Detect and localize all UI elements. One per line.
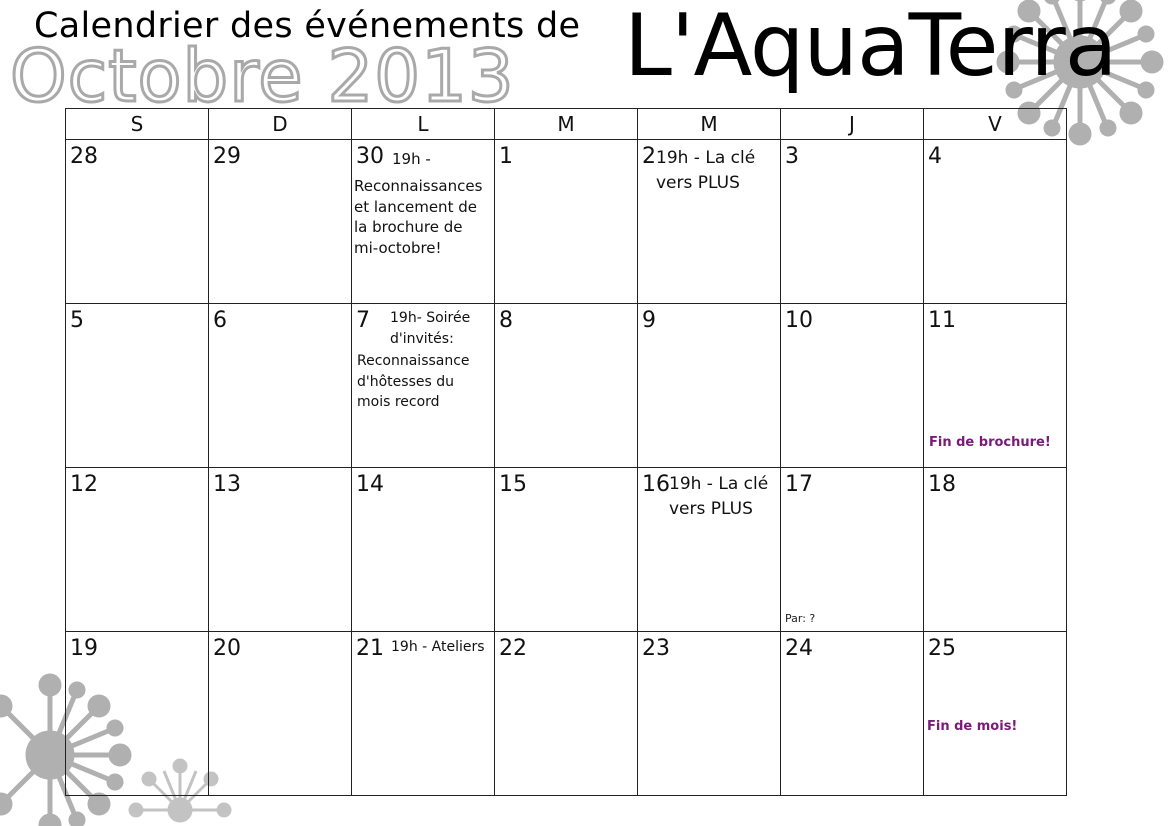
- day-cell: [209, 632, 352, 796]
- event-line: Reconnaissances: [354, 177, 483, 195]
- day-number: 23: [642, 636, 670, 661]
- weekday-label: L: [352, 109, 495, 140]
- event-line: mi-octobre!: [354, 238, 442, 257]
- day-number: 5: [70, 308, 84, 333]
- weekday-header-row: [66, 109, 1067, 140]
- event-description: [669, 472, 768, 522]
- day-number: 7: [356, 308, 370, 333]
- event-line: vers PLUS: [656, 173, 740, 193]
- day-number: 30: [356, 144, 384, 169]
- event-time: 19h - Ateliers: [391, 639, 485, 655]
- day-cell: [638, 140, 781, 304]
- day-cell: [66, 632, 209, 796]
- week-row: [66, 468, 1067, 632]
- day-cell: [66, 304, 209, 468]
- day-cell: [209, 304, 352, 468]
- event-line: 19h - La clé: [656, 148, 756, 168]
- day-number: 13: [213, 472, 241, 497]
- day-cell: [495, 304, 638, 468]
- day-number: 4: [928, 144, 942, 169]
- event-description: [656, 146, 755, 196]
- month-end-note: Fin de mois!: [927, 719, 1018, 734]
- calendar-title: Calendrier des événements de: [34, 6, 581, 46]
- day-cell: [352, 632, 495, 796]
- day-number: 8: [499, 308, 513, 333]
- calendar-grid: [65, 108, 1067, 796]
- weekday-label: D: [209, 109, 352, 140]
- event-line: 19h- Soirée: [390, 310, 471, 326]
- weekday-label: J: [781, 109, 924, 140]
- day-cell: [495, 140, 638, 304]
- day-cell: [638, 632, 781, 796]
- month-title: Octobre 2013: [10, 34, 515, 118]
- day-cell: [495, 632, 638, 796]
- brand-title: L'AquaTerra: [624, 0, 1117, 96]
- event-description: [354, 176, 482, 258]
- day-cell: [209, 468, 352, 632]
- week-row: [66, 632, 1067, 796]
- week-row: [66, 304, 1067, 468]
- day-cell: [781, 468, 924, 632]
- day-number: 21: [356, 636, 384, 661]
- day-number: 17: [785, 472, 813, 497]
- weekday-label: M: [638, 109, 781, 140]
- event-description: [357, 351, 470, 413]
- day-number: 19: [70, 636, 98, 661]
- day-cell: [66, 468, 209, 632]
- day-cell: [352, 140, 495, 304]
- day-number: 28: [70, 144, 98, 169]
- event-time: [390, 308, 470, 349]
- day-number: 29: [213, 144, 241, 169]
- weekday-label: V: [924, 109, 1067, 140]
- day-number: 3: [785, 144, 799, 169]
- day-number: 6: [213, 308, 227, 333]
- day-cell: [924, 468, 1067, 632]
- event-line: et lancement de: [354, 197, 477, 216]
- day-cell: [781, 304, 924, 468]
- day-number: 10: [785, 308, 813, 333]
- event-time: 19h -: [392, 150, 431, 168]
- day-cell: [495, 468, 638, 632]
- day-cell: [781, 140, 924, 304]
- day-cell: [781, 632, 924, 796]
- day-cell: [924, 140, 1067, 304]
- day-number: 24: [785, 636, 813, 661]
- event-line: d'invités:: [390, 330, 454, 347]
- day-cell: [66, 140, 209, 304]
- day-cell: [209, 140, 352, 304]
- day-number: 1: [499, 144, 513, 169]
- event-line: Reconnaissance: [357, 353, 470, 369]
- day-number: 14: [356, 472, 384, 497]
- weekday-label: M: [495, 109, 638, 140]
- day-cell: [638, 304, 781, 468]
- event-line: mois record: [357, 394, 440, 410]
- day-cell: [352, 468, 495, 632]
- week-row: [66, 140, 1067, 304]
- day-cell: [638, 468, 781, 632]
- brochure-end-note: Fin de brochure!: [929, 435, 1051, 450]
- day-cell: [352, 304, 495, 468]
- day-number: 11: [928, 308, 956, 333]
- event-line: la brochure de: [354, 218, 463, 236]
- day-number: 2: [642, 144, 656, 169]
- event-line: vers PLUS: [669, 499, 753, 519]
- weekday-label: S: [66, 109, 209, 140]
- day-number: 25: [928, 636, 956, 661]
- event-line: 19h - La clé: [669, 474, 769, 494]
- host-note: Par: ?: [785, 612, 816, 625]
- day-cell: [924, 304, 1067, 468]
- day-number: 16: [642, 472, 670, 497]
- day-number: 18: [928, 472, 956, 497]
- day-cell: [924, 632, 1067, 796]
- event-line: d'hôtesses du: [357, 373, 454, 390]
- day-number: 20: [213, 636, 241, 661]
- day-number: 15: [499, 472, 527, 497]
- day-number: 9: [642, 308, 656, 333]
- day-number: 12: [70, 472, 98, 497]
- day-number: 22: [499, 636, 527, 661]
